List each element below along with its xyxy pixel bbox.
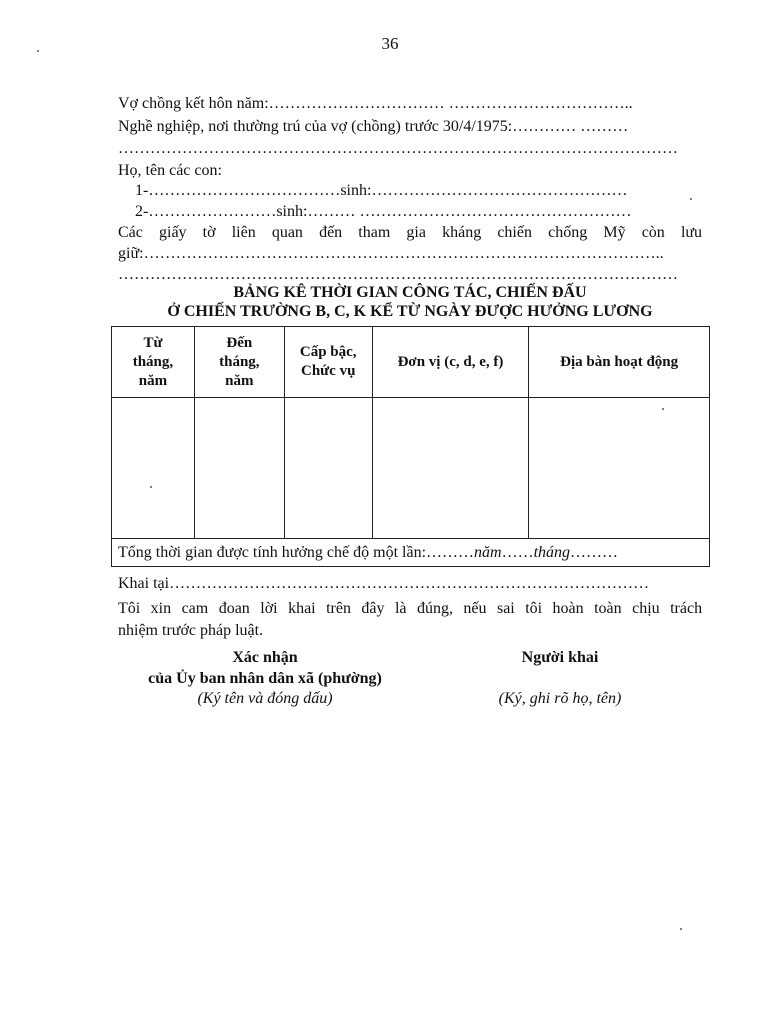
table-row: [112, 398, 710, 539]
pledge-line-1: Tôi xin cam đoan lời khai trên đây là đúng, nếu sai tôi hoàn toàn chịu trách: [118, 600, 703, 617]
header-to-month-year: Đến tháng, năm: [194, 327, 284, 398]
marriage-year-field: Vợ chồng kết hôn năm:…………………………… ……………………………..: [118, 95, 633, 112]
scan-speck: [690, 198, 692, 200]
declarant-title: Người khai: [521, 649, 599, 666]
table-cell-unit: [372, 398, 529, 539]
documents-field: Các giấy tờ liên quan đến tham gia kháng chiến chống Mỹ còn lưu: [118, 224, 703, 241]
table-header-row: [112, 327, 710, 398]
header-operation-area: Địa bàn hoạt động: [529, 327, 710, 398]
table-cell-rank: [284, 398, 372, 539]
spouse-job-field: Nghề nghiệp, nơi thường trú của vợ (chồng) trước 30/4/1975:………… ………: [118, 118, 629, 135]
scan-speck: [37, 50, 39, 52]
documents-continuation: giữ:……………………………………………………………………………………..: [118, 245, 664, 262]
service-time-table: [111, 326, 710, 567]
confirmation-title: Xác nhận: [232, 649, 298, 666]
table-cell-to: [194, 398, 284, 539]
confirmation-subtitle: của Ủy ban nhân dân xã (phường): [148, 670, 382, 687]
table-cell-from: [112, 398, 195, 539]
table-title-line-2: Ở CHIẾN TRƯỜNG B, C, K KỂ TỪ NGÀY ĐƯỢC HƯỞNG LƯƠNG: [167, 303, 653, 320]
confirmation-note: (Ký tên và đóng dấu): [197, 690, 333, 707]
header-from-month-year: Từ tháng, năm: [112, 327, 195, 398]
declarant-note: (Ký, ghi rõ họ, tên): [498, 690, 622, 707]
child-2-field: 2-……………………sinh:……… ……………………………………………: [135, 203, 632, 220]
table-title-line-1: BẢNG KÊ THỜI GIAN CÔNG TÁC, CHIẾN ĐẤU: [233, 284, 587, 301]
table-total-row: [112, 539, 710, 567]
scan-speck: [680, 928, 682, 930]
table-cell-area: [529, 398, 710, 539]
total-time-cell: Tổng thời gian được tính hưởng chế độ một lần:………năm……tháng………: [112, 539, 710, 567]
child-1-field: 1-………………………………sinh:…………………………………………: [135, 182, 628, 199]
pledge-line-2: nhiệm trước pháp luật.: [118, 622, 264, 639]
header-unit: Đơn vị (c, d, e, f): [372, 327, 529, 398]
page-number: 36: [381, 34, 399, 53]
declaration-place: Khai tại………………………………………………………………………………: [118, 575, 650, 592]
children-label: Họ, tên các con:: [118, 162, 222, 179]
spouse-job-continuation: ……………………………………………………………………………………………: [118, 140, 678, 157]
documents-continuation-2: ……………………………………………………………………………………………: [118, 266, 678, 283]
header-rank-position: Cấp bậc, Chức vụ: [284, 327, 372, 398]
